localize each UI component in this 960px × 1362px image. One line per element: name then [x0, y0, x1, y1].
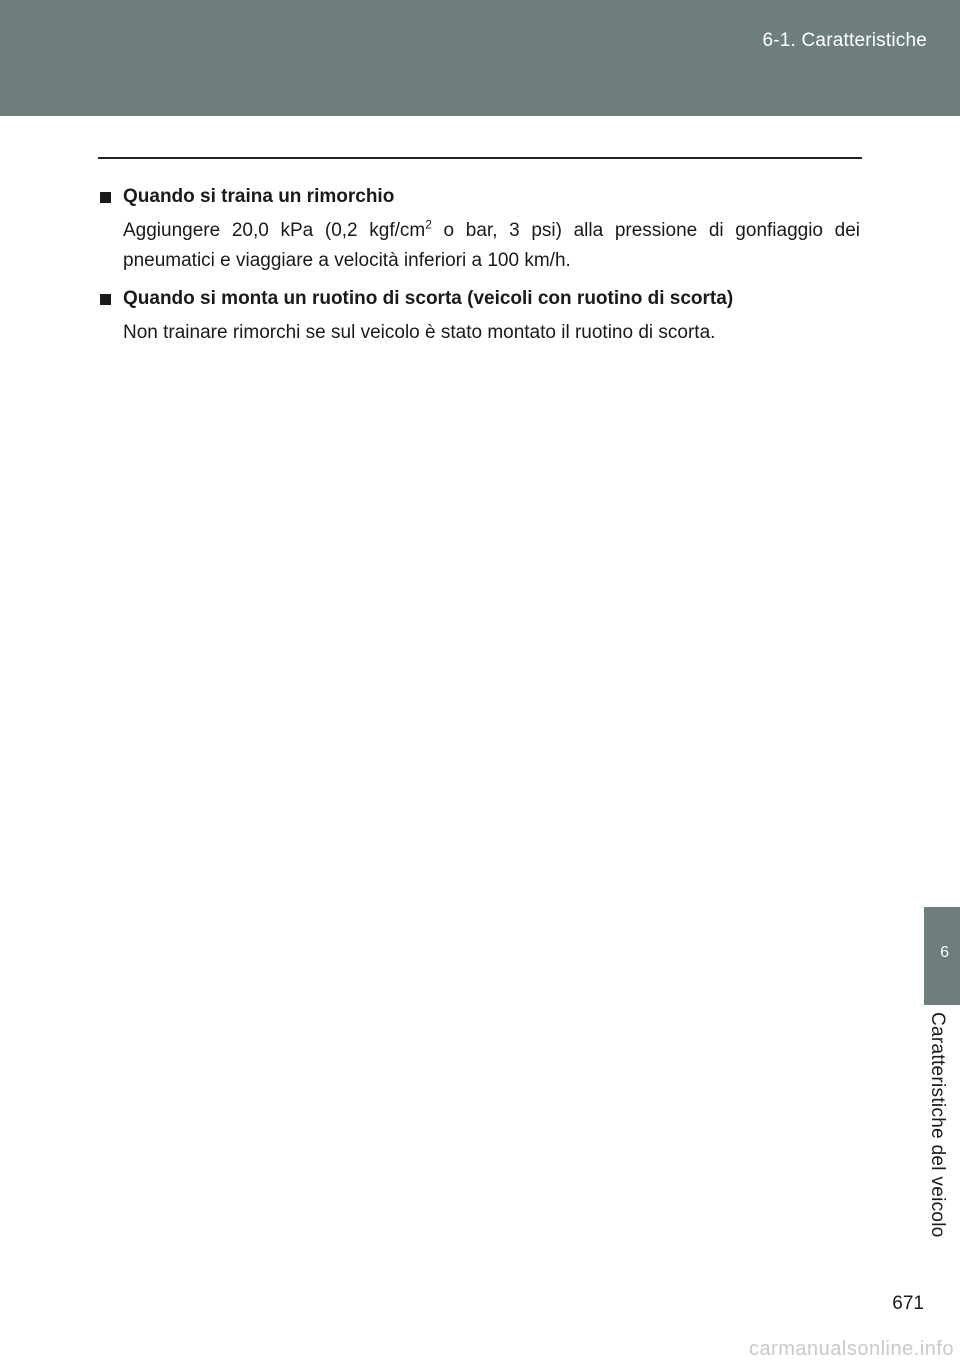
section-heading-text: Quando si monta un ruotino di scorta (veicoli con ruotino di scorta)	[123, 288, 734, 309]
body-text-part: o bar, 3 psi) alla pressione di gonfiaggio dei pneumatici e viaggiare a velocità inferiori a 100 km/h.	[123, 220, 861, 271]
section-spare-wheel	[100, 284, 860, 348]
header-band	[0, 0, 960, 116]
content	[100, 182, 860, 356]
chapter-label: Caratteristiche del veicolo	[927, 1012, 948, 1238]
chapter-tab-number: 6	[940, 944, 949, 961]
section-heading	[100, 182, 860, 212]
watermark: carmanualsonline.info	[748, 1338, 954, 1360]
section-towing	[100, 182, 860, 276]
square-bullet-icon	[100, 294, 111, 305]
square-bullet-icon	[100, 192, 111, 203]
superscript: 2	[425, 217, 432, 232]
page-number: 671	[892, 1293, 924, 1314]
section-heading-text: Quando si traina un rimorchio	[123, 186, 395, 207]
section-title: 6-1. Caratteristiche	[762, 30, 927, 51]
header-rule	[98, 157, 862, 159]
body-text-part: Aggiungere 20,0 kPa (0,2 kgf/cm	[123, 220, 426, 241]
section-heading	[100, 284, 860, 314]
section-body: Non trainare rimorchi se sul veicolo è stato montato il ruotino di scorta.	[123, 322, 716, 343]
section-body	[100, 216, 860, 276]
